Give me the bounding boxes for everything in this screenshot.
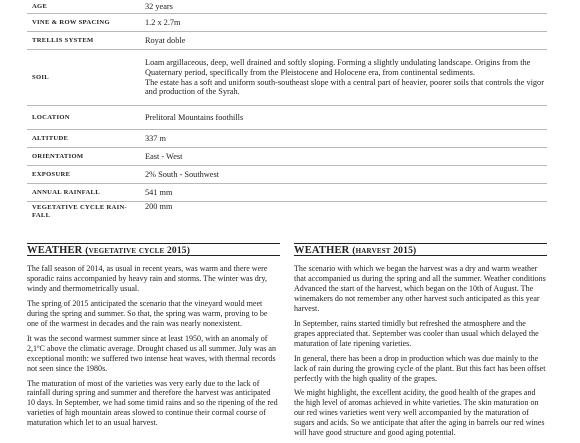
paragraph: The maturation of most of the varieties was very early due to the lack of rainfall during spring and summer and therefore the harvest was anticipated 10 days. In September, we had some timid rains and so the ripening of the red varieties of high mountain areas slowed to continue their cormal course of maturation which let to an usual harvest.: [27, 378, 278, 428]
spec-row-trellis-system: [27, 32, 547, 50]
spec-row-soil: [27, 50, 547, 106]
spec-value: [145, 50, 547, 105]
spec-value: [145, 0, 547, 13]
spec-value-text: East - West: [145, 151, 183, 161]
weather-vegetative-heading: [27, 243, 280, 256]
heading-title: WEATHER: [27, 245, 83, 256]
spec-value: [145, 166, 547, 183]
weather-harvest-body: [294, 256, 547, 438]
spec-label: LOCATION: [32, 113, 70, 121]
vineyard-spec-table: [27, 0, 547, 227]
spec-label: SOIL: [32, 73, 49, 81]
spec-row-age: [27, 0, 547, 14]
spec-value: [145, 130, 547, 147]
spec-value-text: 32 years: [145, 1, 173, 11]
spec-value-text: 337 m: [145, 133, 166, 143]
spec-row-altitude: [27, 130, 547, 148]
spec-row-exposure: [27, 166, 547, 184]
paragraph: The scenario with which we began the harvest was a dry and warm weather that accompanied us during the spring and all the summer. Weather conditions Advanced the start of the harvest, which began on the 10th of August. The winemakers do not remember any other harvest such anticipated as this year harvest.: [294, 264, 546, 313]
heading-subtitle: (harvest 2015): [352, 246, 417, 256]
spec-label: EXPOSURE: [32, 170, 71, 178]
spec-row-orientation: [27, 148, 547, 166]
spec-label: AGE: [32, 2, 48, 10]
paragraph: We might highlight, the excellent acidity, the good health of the grapes and the high level of aromas achieved in white varieties. The skin maturation on our red wines varieties went very well accompanied by the maturation of sugars and acids. So we anticipate that after the aging in barrels our red wines will have good structure and good aging potential.: [294, 388, 545, 438]
spec-row-location: [27, 106, 547, 130]
spec-value: [145, 106, 547, 129]
weather-vegetative-section: [27, 243, 280, 443]
spec-value-text: 200 mm: [145, 202, 173, 211]
paragraph: The fall season of 2014, as usual in recent years, was warm and there were sporadic rains accompanied by heavy rain and storms. The winter was dry, windy and thermometrically usual.: [27, 264, 268, 293]
paragraph: In September, rains started timidly but refreshed the atmosphere and the grapes appreciated that. September was cooler than usual which delayed the maturation of late ripening varieties.: [294, 318, 539, 348]
weather-harvest-section: [294, 243, 547, 443]
weather-columns: [27, 243, 547, 443]
spec-value-text: Loam argillaceous, deep, well drained and softly sloping. Forming a slightly undulating landscape. Origins from the Quaternary period, specifically from the Pleistocene and Holocene era, from continental sediments.: [145, 57, 531, 77]
spec-row-vegetative-cycle-rainfall: [27, 202, 547, 227]
spec-label: ALTITUDE: [32, 134, 69, 142]
heading-subtitle: (vegetative cycle 2015): [85, 246, 191, 256]
spec-value: [145, 184, 547, 201]
spec-value-text: 541 mm: [145, 187, 173, 197]
weather-vegetative-body: [27, 256, 280, 428]
spec-value-text: 1.2 x 2.7m: [145, 17, 181, 27]
spec-value-text: Prelitoral Mountains foothills: [145, 112, 244, 122]
spec-label: TRELLIS SYSTEM: [32, 36, 94, 44]
spec-value: [145, 32, 547, 49]
spec-row-annual-rainfall: [27, 184, 547, 202]
paragraph: In general, there has been a drop in production which was due mainly to the lack of rain during the growing cycle of the plant. But this fact has been offset perfectly with the high quality of the grapes.: [294, 353, 546, 383]
spec-value: [145, 14, 547, 31]
paragraph: The spring of 2015 anticipated the scenario that the vineyard would meet during the spring and summer. So that, the spring was warm, proving to be one of the warmest in decades and the rain was nearly nonexistent.: [27, 298, 268, 328]
spec-value: [145, 202, 547, 213]
spec-label: ORIENTATIOM: [32, 152, 84, 160]
spec-value: [145, 148, 547, 165]
spec-value-text: The estate has a soft and uniform south-southeast slope with a central part of heavier, poorer soils that controls the vigor and production of the Syrah.: [145, 77, 544, 97]
spec-row-vine-row-spacing: [27, 14, 547, 32]
spec-value-text: Royat doble: [145, 35, 186, 45]
spec-value-text: 2% South - Southwest: [145, 169, 219, 179]
spec-label: VINE & ROW SPACING: [32, 18, 110, 26]
weather-harvest-heading: [294, 243, 547, 256]
heading-title: WEATHER: [294, 245, 350, 256]
spec-label: ANNUAL RAINFALL: [32, 188, 100, 196]
paragraph: It was the second warmest summer since at least 1950, with an anomaly of 2,1ºC above the climatic average. Drought chased us all summer. July was an exceptional month: we suffered two intense heat waves, with thermal records not seen since the 1980s.: [27, 333, 276, 373]
spec-label: VEGETATIVE CYCLE RAIN-FALL: [32, 204, 128, 219]
